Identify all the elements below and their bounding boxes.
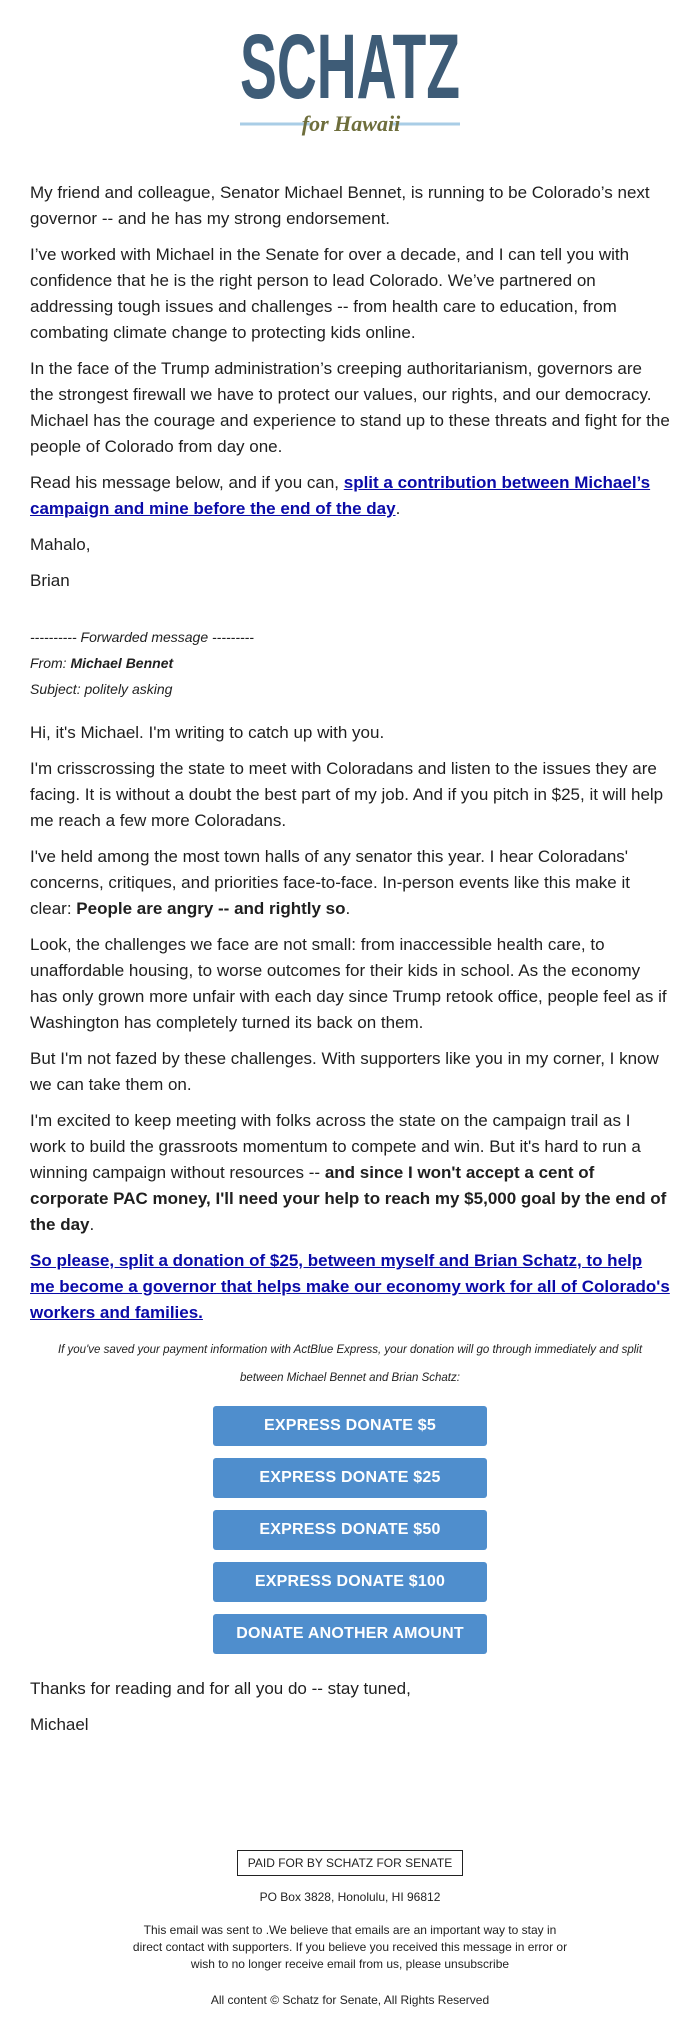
logo-wordmark: SCHATZ <box>240 16 460 118</box>
sender-name: Michael Bennet <box>70 655 174 671</box>
split-donation-link[interactable]: So please, split a donation of $25, between myself and Brian Schatz, to help me become a governor that helps make our economy work for all of Colorado's workers and families. <box>30 1251 670 1322</box>
signoff: Mahalo, <box>30 535 91 554</box>
message-paragraph-6: I'm excited to keep meeting with folks across the state on the campaign trail as I work to build the grassroots momentum to compete and win. But it's hard to run a winning campaign without resources -- and since I won't accept a cent of corporate PAC money, I'll need your help to reach my $5,000 goal by the end of the day. <box>30 1111 667 1234</box>
intro-paragraph-1: My friend and colleague, Senator Michael Bennet, is running to be Colorado’s next governor -- and he has my strong endorsement. <box>30 183 650 228</box>
schatz-logo <box>0 0 700 180</box>
message-paragraph-5: But I'm not fazed by these challenges. With supporters like you in my corner, I know we can take them on. <box>30 1049 659 1094</box>
emphasis-text: People are angry -- and rightly so <box>76 899 346 918</box>
express-donate-5-button[interactable]: EXPRESS DONATE $5 <box>213 1406 487 1446</box>
message-paragraph-3: I've held among the most town halls of any senator this year. I hear Coloradans' concerns, critiques, and priorities face-to-face. In-person events like this make it clear: People are angry -- and rightly so. <box>30 847 630 918</box>
split-contribution-link[interactable]: split a contribution between Michael’s campaign and mine before the end of the day <box>30 473 651 518</box>
message-paragraph-1: Hi, it's Michael. I'm writing to catch up with you. <box>30 723 385 742</box>
brian-signature: Brian <box>30 571 70 590</box>
forwarded-from: From: Michael Bennet <box>30 655 174 671</box>
goal-emphasis: and since I won't accept a cent of corporate PAC money, I'll need your help to reach my $5,000 goal by the end of the day <box>30 1163 667 1234</box>
forwarded-subject: Subject: politely asking <box>30 681 173 697</box>
copyright: All content © Schatz for Senate, All Rights Reserved <box>210 1993 490 2007</box>
donate-buttons <box>0 1406 700 1654</box>
message-paragraph-4: Look, the challenges we face are not small: from inaccessible health care, to unaffordable housing, to worse outcomes for their kids in school. As the economy has only grown more unfair with each day since Trump retook office, people feel as if Washington has completely turned its back on them. <box>30 935 667 1032</box>
express-donate-50-button[interactable]: EXPRESS DONATE $50 <box>213 1510 487 1550</box>
closing-section <box>0 1676 700 1738</box>
message-paragraph-2: I'm crisscrossing the state to meet with Coloradans and listen to the issues they are facing. It is without a doubt the best part of my job. And if you pitch in $25, it will help me reach a few more Coloradans. <box>30 759 664 830</box>
mailing-address: PO Box 3828, Honolulu, HI 96812 <box>259 1890 441 1904</box>
michael-signature: Michael <box>30 1715 89 1734</box>
donate-another-amount-button[interactable]: DONATE ANOTHER AMOUNT <box>213 1614 487 1654</box>
express-donate-100-button[interactable]: EXPRESS DONATE $100 <box>213 1562 487 1602</box>
intro-paragraph-2: I’ve worked with Michael in the Senate for over a decade, and I can tell you with confidence that he is the right person to lead Colorado. We’ve partnered on addressing tough issues and challenges -- from health care to education, from combating climate change to protecting kids online. <box>30 245 630 342</box>
footer <box>0 1850 700 2007</box>
letter-content <box>0 180 700 1326</box>
paid-for-disclaimer: PAID FOR BY SCHATZ FOR SENATE <box>237 1850 463 1876</box>
actblue-note: If you've saved your payment information with ActBlue Express, your donation will go through immediately and split between Michael Bennet and Brian Schatz: <box>57 1344 643 1384</box>
intro-paragraph-3: In the face of the Trump administration’s creeping authoritarianism, governors are the strongest firewall we have to protect our values, our rights, and our democracy. Michael has the courage and experience to stand up to these threats and fight for the people of Colorado from day one. <box>30 359 670 456</box>
closing-line: Thanks for reading and for all you do -- stay tuned, <box>30 1679 411 1698</box>
express-donate-25-button[interactable]: EXPRESS DONATE $25 <box>213 1458 487 1498</box>
intro-paragraph-4: Read his message below, and if you can, split a contribution between Michael’s campaign and mine before the end of the day. <box>30 473 651 518</box>
logo-tagline: for Hawaii <box>301 111 401 136</box>
unsubscribe-note[interactable]: This email was sent to .We believe that emails are an important way to stay in direct contact with supporters. If you believe you received this message in error or wish to no longer receive email from us, please unsubscribe <box>132 1923 568 1971</box>
forwarded-header <box>30 624 670 702</box>
cta-paragraph <box>30 1248 670 1326</box>
logo-graphic <box>230 0 470 150</box>
forwarded-divider: ---------- Forwarded message --------- <box>30 629 254 645</box>
